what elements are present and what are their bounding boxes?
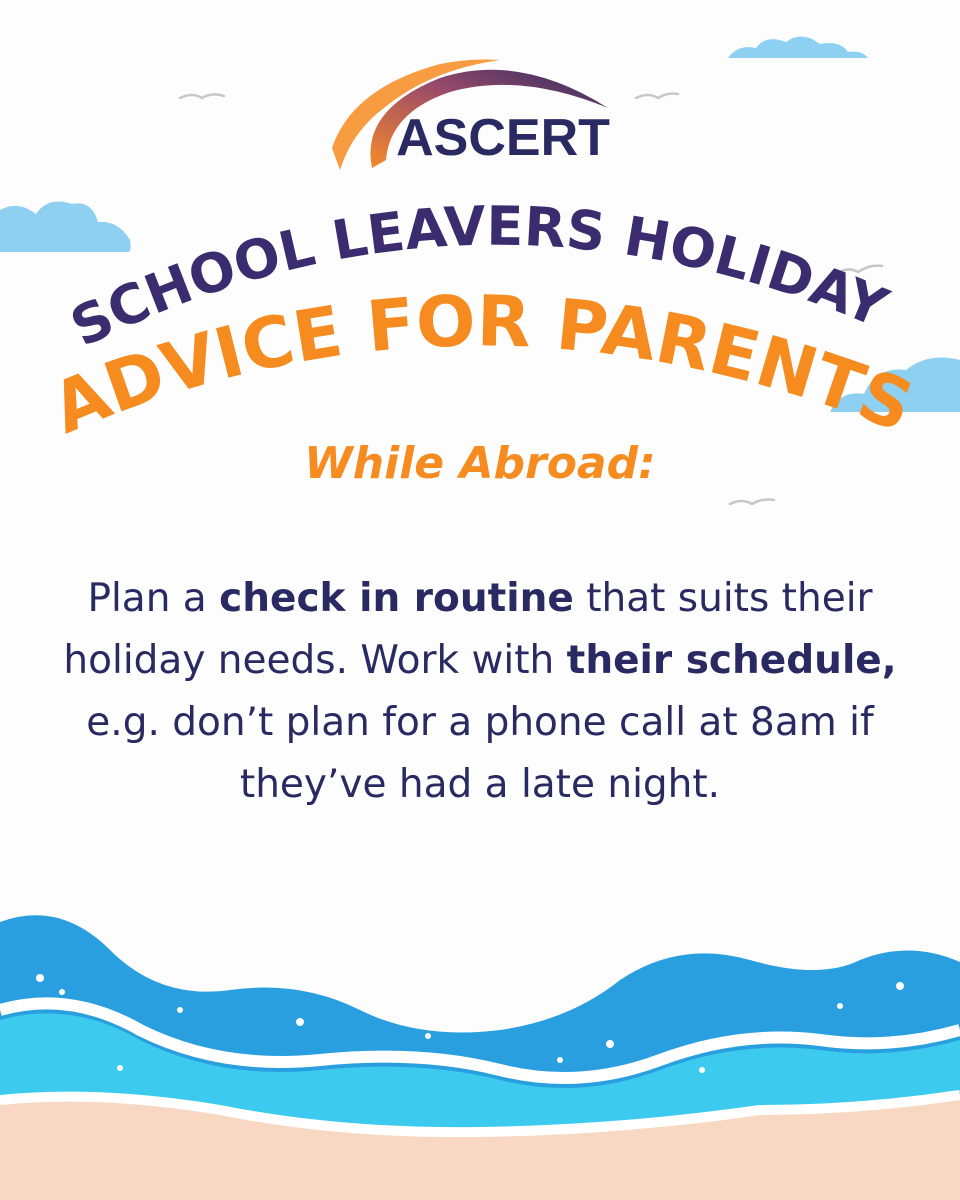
logo-wordmark: ASCERT bbox=[396, 109, 610, 167]
advice-text: Plan a bbox=[87, 576, 220, 621]
advice-highlight: check in routine bbox=[219, 576, 574, 621]
subtitle: While Abroad: bbox=[304, 438, 656, 489]
advice-text: e.g. don’t plan for a phone call at 8am if they’ve had a late night. bbox=[86, 700, 874, 807]
advice-highlight: their schedule, bbox=[566, 638, 897, 683]
advice-text: that suits their holiday needs. Work with bbox=[63, 576, 873, 683]
headline-line-1: SCHOOL LEAVERS HOLIDAY bbox=[61, 194, 897, 360]
headline-line-2: ADVICE FOR PARENTS bbox=[40, 280, 924, 450]
